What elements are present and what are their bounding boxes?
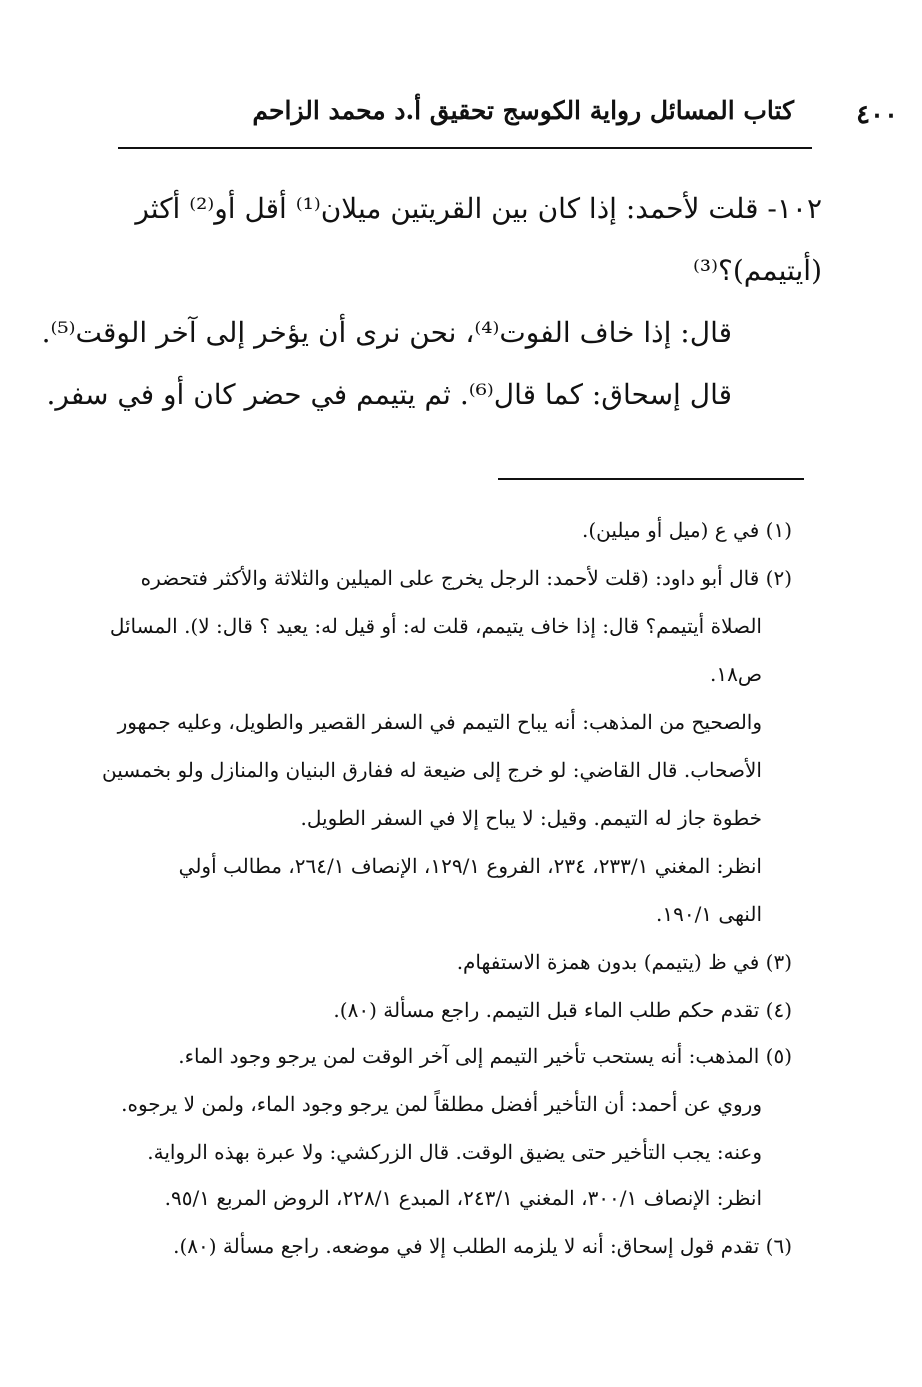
footnote-line: (١) في ع (ميل أو ميلين).: [581, 518, 792, 542]
main-text-line: قال: إذا خاف الفوت⁽⁴⁾، نحن نرى أن يؤخر إلى آخر الوقت⁽⁵⁾.: [41, 316, 732, 349]
footnote-line: (٢) قال أبو داود: (قلت لأحمد: الرجل يخرج على الميلين والثلاثة والأكثر فتحضره: [140, 566, 792, 590]
footnote-line: (٦) تقدم قول إسحاق: أنه لا يلزمه الطلب إلا في موضعه. راجع مسألة (٨٠).: [173, 1234, 792, 1258]
footnote-line: (٣) في ظ (يتيمم) بدون همزة الاستفهام.: [456, 950, 792, 974]
footnote-line: انظر: الإنصاف ٣٠٠/١، المغني ٢٤٣/١، المبدع ٢٢٨/١، الروض المربع ٩٥/١.: [164, 1186, 762, 1210]
footnote-line: وروي عن أحمد: أن التأخير أفضل مطلقاً لمن يرجو وجود الماء، ولمن لا يرجوه.: [121, 1092, 762, 1116]
footnote-line: النهى ١٩٠/١.: [655, 902, 762, 926]
main-text-line: قال إسحاق: كما قال⁽⁶⁾. ثم يتيمم في حضر كان أو في سفر.: [46, 378, 732, 411]
footnote-separator: [498, 478, 804, 480]
header-rule: [118, 147, 812, 149]
footnote-line: الأصحاب. قال القاضي: لو خرج إلى ضيعة له ففارق البنيان والمنازل ولو بخمسين: [101, 758, 762, 782]
footnote-line: خطوة جاز له التيمم. وقيل: لا يباح إلا في السفر الطويل.: [300, 806, 762, 830]
footnote-line: انظر: المغني ٢٣٣/١، ٢٣٤، الفروع ١٢٩/١، الإنصاف ٢٦٤/١، مطالب أولي: [178, 854, 762, 878]
footnote-line: (٥) المذهب: أنه يستحب تأخير التيمم إلى آخر الوقت لمن يرجو وجود الماء.: [178, 1044, 792, 1068]
footnote-line: ص١٨.: [709, 662, 762, 686]
main-text-line: (أيتيمم)؟⁽³⁾: [692, 254, 822, 287]
footnote-line: (٤) تقدم حكم طلب الماء قبل التيمم. راجع مسألة (٨٠).: [333, 998, 792, 1022]
page-number: ٤٠٠: [856, 100, 898, 130]
running-header-title: كتاب المسائل رواية الكوسج تحقيق أ.د محمد الزاحم: [252, 96, 794, 125]
footnote-line: وعنه: يجب التأخير حتى يضيق الوقت. قال الزركشي: ولا عبرة بهذه الرواية.: [147, 1140, 762, 1164]
footnote-line: الصلاة أيتيمم؟ قال: إذا خاف يتيمم، قلت له: أو قيل له: يعيد ؟ قال: لا). المسائل: [109, 614, 762, 638]
main-text-line: ١٠٢- قلت لأحمد: إذا كان بين القريتين ميلان⁽¹⁾ أقل أو⁽²⁾ أكثر: [135, 192, 822, 225]
footnote-line: والصحيح من المذهب: أنه يباح التيمم في السفر القصير والطويل، وعليه جمهور: [117, 710, 762, 734]
